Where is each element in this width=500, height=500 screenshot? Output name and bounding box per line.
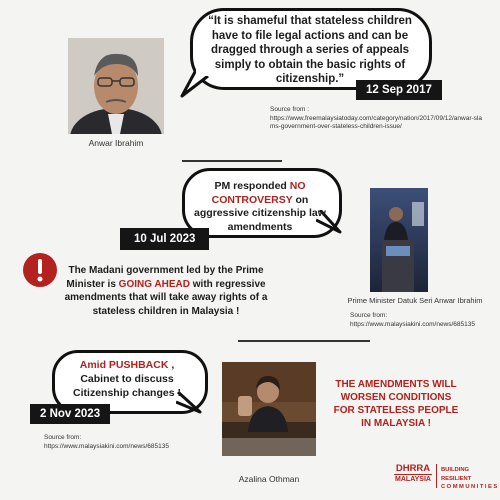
anwar-portrait-photo [68,38,164,134]
source-url[interactable]: https://www.malaysiakini.com/news/685135 [350,320,476,328]
source-block-2023-jul [350,312,490,329]
source-block-2017 [270,106,482,132]
azalina-photo-caption: Azalina Othman [238,474,300,484]
pushback-highlight: Amid PUSHBACK [79,359,169,371]
date-tag-2023-jul: 10 Jul 2023 [120,228,209,250]
pm-response-part2: on aggressive citizenship law amendments [194,193,326,233]
pm-response-text [194,180,326,234]
dhrra-tagline [441,466,499,492]
alert-statement [56,264,276,318]
tagline-line2: COMMUNITIES [441,484,499,490]
source-label: Source from: [44,434,82,441]
logo-line2: MALAYSIA [395,476,431,483]
date-tag-2017: 12 Sep 2017 [356,80,442,100]
pm-response-part1: PM responded [214,180,290,192]
tagline-line1: BUILDING RESILIENT [441,467,472,482]
divider-2 [238,340,370,342]
pushback-text [62,358,192,400]
date-tag-2023-nov: 2 Nov 2023 [30,404,110,424]
dhrra-logo [394,462,499,492]
dhrra-logo-mark [394,464,432,484]
source-url[interactable]: https://www.freemalaysiatoday.com/category/nation/2017/09/12/anwar-slams-government-over-stateless-children-issue/ [270,114,482,130]
logo-line1: DHRRA [395,463,431,474]
logo-divider [436,464,437,488]
divider-1 [182,160,282,162]
pm-podium-photo [370,188,428,292]
source-label: Source from : [270,106,310,113]
amendments-warning: THE AMENDMENTS WILL WORSEN CONDITIONS FOR STATELESS PEOPLE IN MALAYSIA ! [333,379,459,429]
pushback-part2: , Cabinet to discuss Citizenship changes ! [73,359,181,399]
pm-response-highlight: NO CONTROVERSY [211,180,306,206]
anwar-photo-caption: Anwar Ibrahim [88,138,144,148]
source-block-2023-nov [44,434,194,451]
source-label: Source from: [350,312,388,319]
alert-part1: The Madani government led by the Prime Minister is [66,265,264,290]
source-url[interactable]: https://www.malaysiakini.com/news/685135 [44,442,170,450]
pm-photo-caption: Prime Minister Datuk Seri Anwar Ibrahim [347,296,483,305]
quote-text: “It is shameful that stateless children have to file legal actions and can be dragged through a series of appeals simply to obtain the basic rights of citizenship.” [208,15,412,85]
alert-highlight: GOING AHEAD [118,278,190,290]
alert-part2: with regressive amendments that will take away rights of a stateless children in Malaysia ! [64,278,268,317]
exclamation-circle-icon [22,252,58,288]
azalina-photo [222,362,316,456]
